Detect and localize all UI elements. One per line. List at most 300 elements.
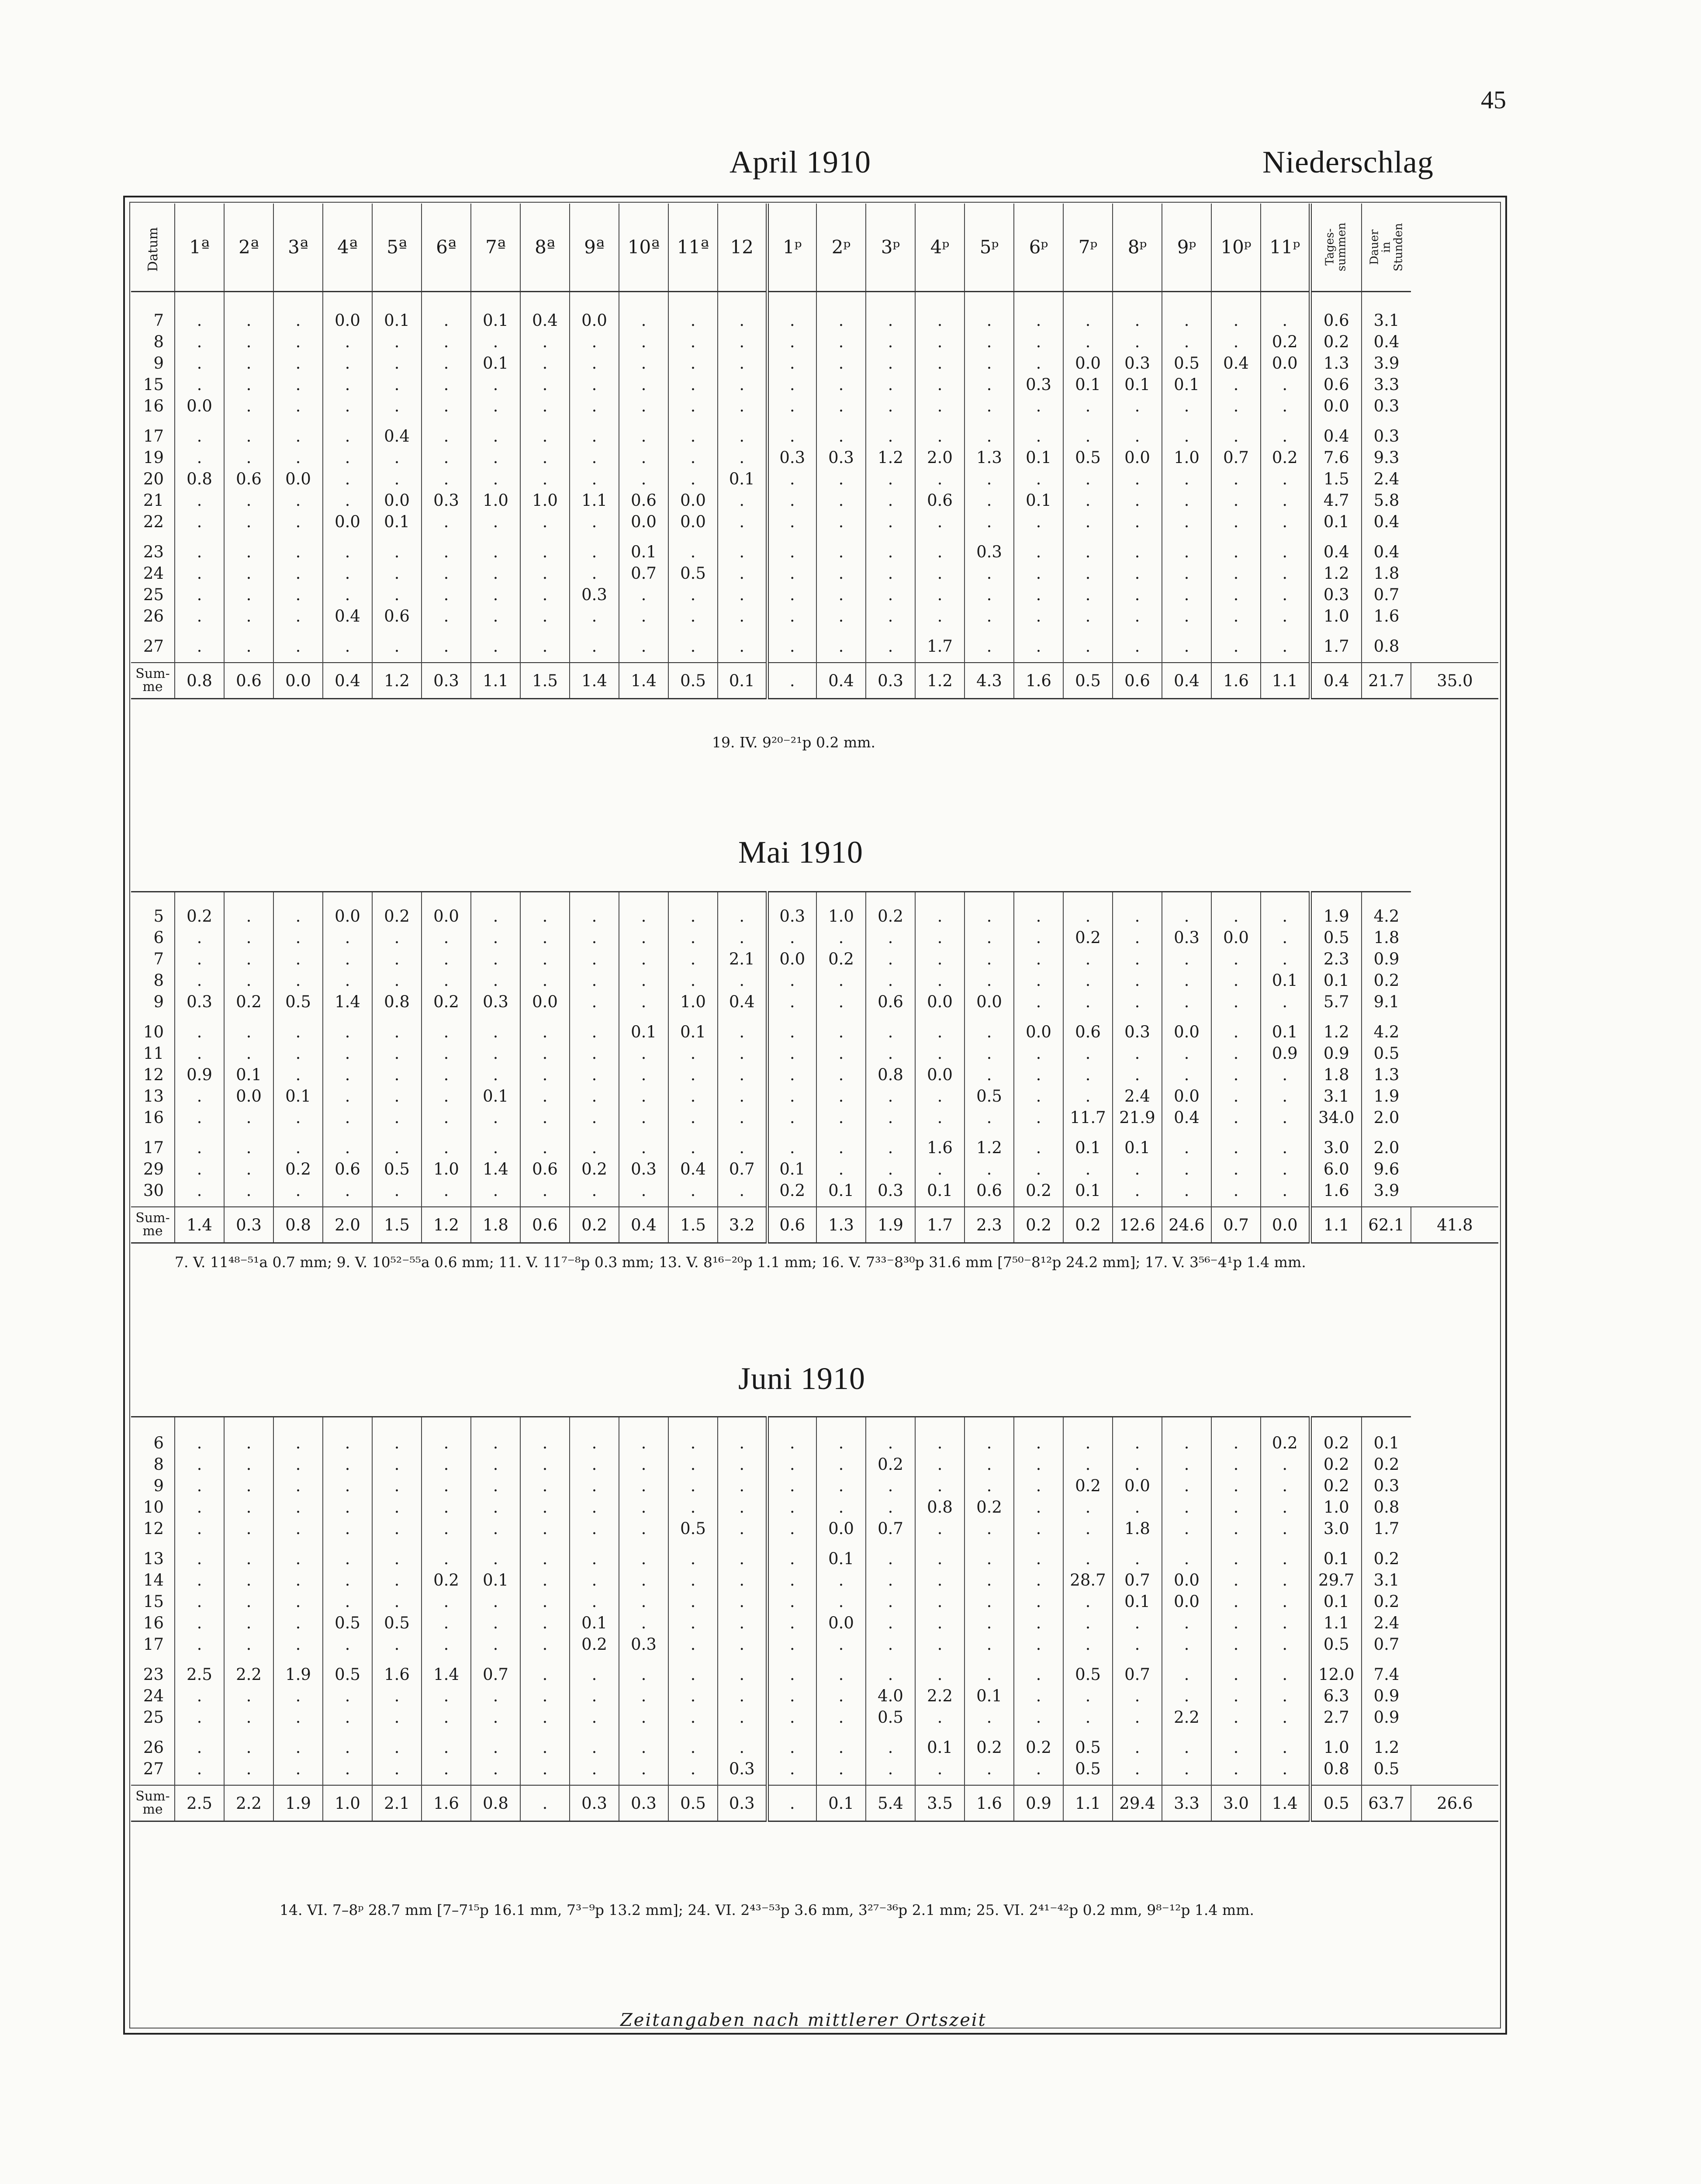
hour-cell: 0.1 (1014, 490, 1063, 511)
spacer-cell (570, 292, 619, 310)
gap-cell (131, 1013, 175, 1021)
hour-cell: . (422, 541, 471, 563)
gap-cell (372, 1728, 422, 1737)
hour-cell: . (718, 1137, 767, 1158)
daily-sum-cell: 1.2 (1310, 563, 1362, 584)
hour-cell: . (1063, 1612, 1113, 1634)
hour-cell: . (816, 563, 866, 584)
daily-sum-cell: 0.6 (1310, 310, 1362, 331)
hour-cell: . (1014, 425, 1063, 447)
column-header-16: 4ᵖ (915, 204, 965, 292)
spacer-cell (1211, 1780, 1261, 1785)
hour-cell: . (224, 1591, 273, 1612)
hour-cell: . (323, 331, 372, 352)
hour-cell: . (471, 1064, 520, 1085)
hour-cell: . (866, 1591, 915, 1612)
hour-cell: . (1211, 1432, 1261, 1454)
gap-cell (1362, 1013, 1411, 1021)
hour-cell: . (422, 1432, 471, 1454)
hour-cell: . (767, 1707, 816, 1728)
hour-cell: . (273, 1591, 323, 1612)
hour-cell: . (1014, 1664, 1063, 1685)
hour-cell: . (619, 468, 668, 490)
hour-cell: . (570, 1548, 619, 1569)
gap-cell (224, 1013, 273, 1021)
hour-cell: . (915, 1518, 965, 1539)
gap-cell (520, 417, 570, 425)
hour-cell: 0.3 (471, 991, 520, 1013)
sum-cell: 1.9 (273, 1785, 323, 1821)
hour-cell: . (1063, 605, 1113, 627)
table-row (131, 1158, 1498, 1180)
gap-cell (866, 1013, 915, 1021)
spacer-cell (273, 657, 323, 663)
date-cell: 17 (143, 1635, 164, 1654)
spacer-cell (224, 1417, 273, 1433)
hour-cell: . (767, 425, 816, 447)
hour-cell: . (570, 1591, 619, 1612)
hour-cell: . (668, 1758, 718, 1780)
gap-cell (718, 1128, 767, 1137)
hour-cell: . (767, 1021, 816, 1043)
hour-cell: . (1063, 395, 1113, 417)
hour-cell: 0.0 (816, 1518, 866, 1539)
daily-sum-cell: 0.1 (1310, 1548, 1362, 1569)
hour-cell: . (816, 1591, 866, 1612)
spacer-cell (1261, 657, 1310, 663)
hour-cell: . (1162, 1612, 1211, 1634)
hour-cell: . (1162, 1685, 1211, 1707)
hour-cell: . (323, 563, 372, 584)
hour-cell: . (1113, 1634, 1162, 1655)
daily-sum-cell: 3.0 (1310, 1518, 1362, 1539)
gap-cell (520, 532, 570, 541)
hour-cell: . (175, 352, 224, 374)
hour-cell: . (866, 331, 915, 352)
hour-cell: . (1014, 970, 1063, 991)
hour-cell: . (520, 1064, 570, 1085)
column-header-12: 12 (718, 204, 767, 292)
hour-cell: . (767, 1518, 816, 1539)
spacer-cell (372, 1417, 422, 1433)
hour-cell: . (1113, 1180, 1162, 1201)
hour-cell: . (1211, 1064, 1261, 1085)
sum-cell: 5.4 (866, 1785, 915, 1821)
hour-cell: . (1261, 991, 1310, 1013)
hour-cell: . (619, 948, 668, 970)
hour-cell: . (1113, 1612, 1162, 1634)
hour-cell: . (372, 1685, 422, 1707)
hour-cell: . (965, 395, 1014, 417)
hour-cell: . (372, 1137, 422, 1158)
hour-cell: . (866, 1085, 915, 1107)
hour-cell: . (323, 970, 372, 991)
sum-cell: 2.1 (372, 1785, 422, 1821)
hour-cell: . (224, 1180, 273, 1201)
spacer-cell (866, 657, 915, 663)
hour-cell: . (668, 425, 718, 447)
hour-cell: . (323, 1591, 372, 1612)
hour-cell: 0.0 (1014, 1021, 1063, 1043)
hour-cell: . (1162, 425, 1211, 447)
hour-cell: . (965, 1612, 1014, 1634)
hour-cell: . (273, 1137, 323, 1158)
group-gap (131, 1539, 1498, 1548)
spacer-cell (1362, 292, 1411, 310)
hour-cell: . (422, 1737, 471, 1758)
hour-cell: . (915, 1454, 965, 1475)
hour-cell: . (520, 1758, 570, 1780)
hour-cell: 0.0 (1113, 447, 1162, 468)
hour-cell: 0.2 (570, 1634, 619, 1655)
hour-cell: 0.3 (718, 1758, 767, 1780)
hour-cell: 0.0 (1162, 1085, 1211, 1107)
hour-cell: 0.1 (915, 1737, 965, 1758)
hour-cell: . (965, 1548, 1014, 1569)
hour-cell: . (718, 1664, 767, 1685)
spacer-cell (1014, 1780, 1063, 1785)
hour-cell: . (668, 1475, 718, 1496)
hour-cell: . (816, 1496, 866, 1518)
hour-cell: . (1162, 1664, 1211, 1685)
spacer-cell (1310, 657, 1362, 663)
hour-cell: . (1261, 468, 1310, 490)
hour-cell: . (1211, 605, 1261, 627)
duration-cell: 4.2 (1362, 1021, 1411, 1043)
duration-cell: 0.3 (1362, 425, 1411, 447)
hour-cell: . (1162, 1475, 1211, 1496)
spacer-cell (175, 892, 224, 906)
hour-cell: . (1063, 1432, 1113, 1454)
hour-cell: 0.0 (915, 1064, 965, 1085)
gap-cell (915, 532, 965, 541)
spacer-cell (175, 1417, 224, 1433)
hour-cell: . (1113, 927, 1162, 948)
hour-cell: . (816, 1758, 866, 1780)
hour-cell: . (471, 1737, 520, 1758)
hour-cell: . (668, 1180, 718, 1201)
column-header-label: Datum (145, 227, 161, 272)
spacer-cell (175, 1201, 224, 1207)
hour-cell: . (1261, 1591, 1310, 1612)
hour-cell: . (520, 584, 570, 605)
hour-cell: . (323, 1021, 372, 1043)
sum-cell: 0.7 (1211, 1207, 1261, 1243)
gap-cell (323, 1013, 372, 1021)
duration-cell: 0.7 (1362, 1634, 1411, 1655)
hour-cell: . (1063, 1548, 1113, 1569)
hour-cell: . (520, 1518, 570, 1539)
hour-cell: . (1113, 1758, 1162, 1780)
gap-cell (668, 1013, 718, 1021)
spacer-cell (1362, 657, 1411, 663)
footer-note: Zeitangaben nach mittlerer Ortszeit (620, 2010, 987, 2030)
hour-cell: . (1211, 1158, 1261, 1180)
hour-cell: . (1063, 511, 1113, 532)
gap-cell (915, 1128, 965, 1137)
hour-cell: . (175, 1591, 224, 1612)
spacer-cell (1261, 292, 1310, 310)
hour-cell: . (767, 927, 816, 948)
hour-cell: . (520, 1634, 570, 1655)
table-row (131, 1180, 1498, 1201)
hour-cell: 0.3 (767, 905, 816, 927)
spacer-cell (1310, 1780, 1362, 1785)
hour-cell: 0.5 (323, 1664, 372, 1685)
hour-cell: . (866, 1475, 915, 1496)
gap-cell (471, 1013, 520, 1021)
table-row (131, 1634, 1498, 1655)
spacer-cell (965, 292, 1014, 310)
spacer-cell (1113, 1780, 1162, 1785)
spacer-cell (1014, 1417, 1063, 1433)
daily-sum-cell: 1.9 (1310, 905, 1362, 927)
hour-cell: . (1162, 1634, 1211, 1655)
hour-cell: . (273, 425, 323, 447)
hour-cell: . (767, 1634, 816, 1655)
spacer-cell (1063, 1201, 1113, 1207)
hour-cell: . (323, 1107, 372, 1128)
hour-cell: . (619, 1043, 668, 1064)
hour-cell: . (471, 1043, 520, 1064)
sum-cell: 0.1 (718, 663, 767, 699)
daily-sum-cell: 0.5 (1310, 927, 1362, 948)
hour-cell: . (915, 395, 965, 417)
hour-cell: . (323, 1707, 372, 1728)
hour-cell: . (965, 1475, 1014, 1496)
gap-cell (1014, 1128, 1063, 1137)
hour-cell: 0.2 (1014, 1737, 1063, 1758)
gap-cell (1261, 627, 1310, 636)
column-header-5: 5ª (372, 204, 422, 292)
hour-cell: . (273, 1548, 323, 1569)
hour-cell: 0.7 (1113, 1569, 1162, 1591)
hour-cell: . (816, 1137, 866, 1158)
hour-cell: . (323, 374, 372, 395)
hour-cell: . (1211, 1737, 1261, 1758)
date-cell: 15 (143, 375, 164, 394)
gap-cell (1162, 1539, 1211, 1548)
spacer-cell (1211, 892, 1261, 906)
gap-cell (422, 1728, 471, 1737)
hour-cell: 0.6 (915, 490, 965, 511)
hour-cell: . (520, 1569, 570, 1591)
hour-cell: . (1261, 1612, 1310, 1634)
hour-cell: . (816, 511, 866, 532)
duration-cell: 3.9 (1362, 1180, 1411, 1201)
hour-cell: . (224, 374, 273, 395)
hour-cell: 11.7 (1063, 1107, 1113, 1128)
gap-cell (1211, 532, 1261, 541)
spacer-row (131, 1417, 1498, 1433)
gap-cell (816, 1013, 866, 1021)
hour-cell: . (372, 447, 422, 468)
gap-cell (767, 1128, 816, 1137)
hour-cell: . (273, 1454, 323, 1475)
hour-cell: . (668, 905, 718, 927)
hour-cell: 0.4 (718, 991, 767, 1013)
hour-cell: . (767, 1685, 816, 1707)
table-row (131, 395, 1498, 417)
hour-cell: . (422, 310, 471, 331)
hour-cell: . (422, 1475, 471, 1496)
daily-sum-cell: 6.0 (1310, 1158, 1362, 1180)
hour-cell: . (718, 563, 767, 584)
gap-cell (668, 1655, 718, 1664)
table-row (131, 1612, 1498, 1634)
spacer-cell (372, 892, 422, 906)
hour-cell: . (175, 1454, 224, 1475)
spacer-cell (866, 1201, 915, 1207)
sum-cell: 3.0 (1211, 1785, 1261, 1821)
precipitation-table-juni (131, 1416, 1498, 1822)
sum-cell: 0.3 (570, 1785, 619, 1821)
hour-cell: 0.0 (1162, 1569, 1211, 1591)
column-header-14: 2ᵖ (816, 204, 866, 292)
spacer-cell (668, 892, 718, 906)
date-cell: 22 (143, 512, 164, 531)
daily-sum-cell: 1.0 (1310, 605, 1362, 627)
gap-cell (1211, 1013, 1261, 1021)
hour-cell: 1.2 (866, 447, 915, 468)
hour-cell: . (1113, 1158, 1162, 1180)
hour-cell: 0.7 (1211, 447, 1261, 468)
hour-cell: 0.2 (1261, 447, 1310, 468)
gap-cell (131, 1539, 175, 1548)
hour-cell: 0.0 (323, 905, 372, 927)
spacer-cell (372, 292, 422, 310)
hour-cell: . (273, 541, 323, 563)
date-cell: 25 (143, 1708, 164, 1727)
hour-cell: . (619, 1454, 668, 1475)
daily-sum-cell: 0.3 (1310, 584, 1362, 605)
table-row (131, 1496, 1498, 1518)
gap-cell (767, 417, 816, 425)
table-row (131, 541, 1498, 563)
hour-cell: . (323, 1758, 372, 1780)
gap-cell (224, 532, 273, 541)
sum-cell: 0.4 (1310, 663, 1362, 699)
spacer-cell (570, 892, 619, 906)
hour-cell: . (718, 1569, 767, 1591)
hour-cell: . (224, 1685, 273, 1707)
hour-cell: . (915, 948, 965, 970)
hour-cell: . (668, 1685, 718, 1707)
gap-cell (1162, 1655, 1211, 1664)
hour-cell: . (1162, 1180, 1211, 1201)
daily-sum-cell: 0.2 (1310, 1454, 1362, 1475)
daily-sum-cell: 6.3 (1310, 1685, 1362, 1707)
hour-cell: . (1063, 490, 1113, 511)
hour-cell: . (570, 1137, 619, 1158)
hour-cell: . (471, 447, 520, 468)
hour-cell: . (273, 636, 323, 657)
gap-cell (323, 1539, 372, 1548)
hour-cell: . (372, 1569, 422, 1591)
hour-cell: . (175, 1432, 224, 1454)
hour-cell: . (816, 605, 866, 627)
hour-cell: . (915, 1475, 965, 1496)
gap-cell (1063, 417, 1113, 425)
duration-cell: 0.4 (1362, 511, 1411, 532)
hour-cell: . (372, 1043, 422, 1064)
hour-cell: . (965, 1043, 1014, 1064)
hour-cell: . (570, 905, 619, 927)
hour-cell: . (915, 1664, 965, 1685)
hour-cell: . (175, 1475, 224, 1496)
spacer-cell (1014, 292, 1063, 310)
hour-cell: 0.2 (422, 991, 471, 1013)
hour-cell: 0.0 (816, 1612, 866, 1634)
gap-cell (1310, 627, 1362, 636)
spacer-cell (965, 657, 1014, 663)
hour-cell: . (1261, 563, 1310, 584)
hour-cell: . (224, 970, 273, 991)
hour-cell: . (767, 1496, 816, 1518)
gap-cell (767, 1655, 816, 1664)
hour-cell: . (1211, 331, 1261, 352)
hour-cell: . (1211, 563, 1261, 584)
hour-cell: . (718, 490, 767, 511)
gap-cell (668, 1539, 718, 1548)
hour-cell: . (965, 948, 1014, 970)
sum-cell: 0.4 (619, 1207, 668, 1243)
hour-cell: . (816, 970, 866, 991)
hour-cell: . (866, 468, 915, 490)
hour-cell: 0.0 (520, 991, 570, 1013)
hour-cell: . (570, 1518, 619, 1539)
gap-cell (1014, 1013, 1063, 1021)
hour-cell: . (175, 1158, 224, 1180)
hour-cell: 0.1 (471, 310, 520, 331)
gap-cell (1014, 1539, 1063, 1548)
duration-cell: 2.0 (1362, 1107, 1411, 1128)
hour-cell: . (1211, 541, 1261, 563)
hour-cell: . (323, 1634, 372, 1655)
date-cell: 24 (143, 564, 164, 583)
hour-cell: . (273, 1432, 323, 1454)
hour-cell: . (1162, 948, 1211, 970)
hour-cell: . (767, 352, 816, 374)
hour-cell: . (1063, 425, 1113, 447)
hour-cell: . (965, 563, 1014, 584)
hour-cell: . (619, 395, 668, 417)
date-cell: 27 (143, 1759, 164, 1778)
hour-cell: . (471, 605, 520, 627)
spacer-cell (866, 292, 915, 310)
hour-cell: . (1162, 310, 1211, 331)
spacer-cell (915, 1201, 965, 1207)
daily-sum-cell: 1.0 (1310, 1737, 1362, 1758)
hour-cell: . (224, 1043, 273, 1064)
gap-cell (915, 627, 965, 636)
gap-cell (668, 627, 718, 636)
hour-cell: . (224, 1634, 273, 1655)
hour-cell: . (668, 1454, 718, 1475)
hour-cell: . (1211, 1591, 1261, 1612)
hour-cell: . (1063, 1043, 1113, 1064)
hour-cell: . (1211, 1454, 1261, 1475)
date-cell: 21 (143, 491, 164, 510)
hour-cell: . (471, 541, 520, 563)
hour-cell: 0.0 (1113, 1475, 1162, 1496)
hour-cell: . (668, 1432, 718, 1454)
duration-cell: 1.3 (1362, 1064, 1411, 1085)
hour-cell: . (175, 1518, 224, 1539)
duration-cell: 0.8 (1362, 636, 1411, 657)
gap-cell (1113, 532, 1162, 541)
gap-cell (1362, 1728, 1411, 1737)
